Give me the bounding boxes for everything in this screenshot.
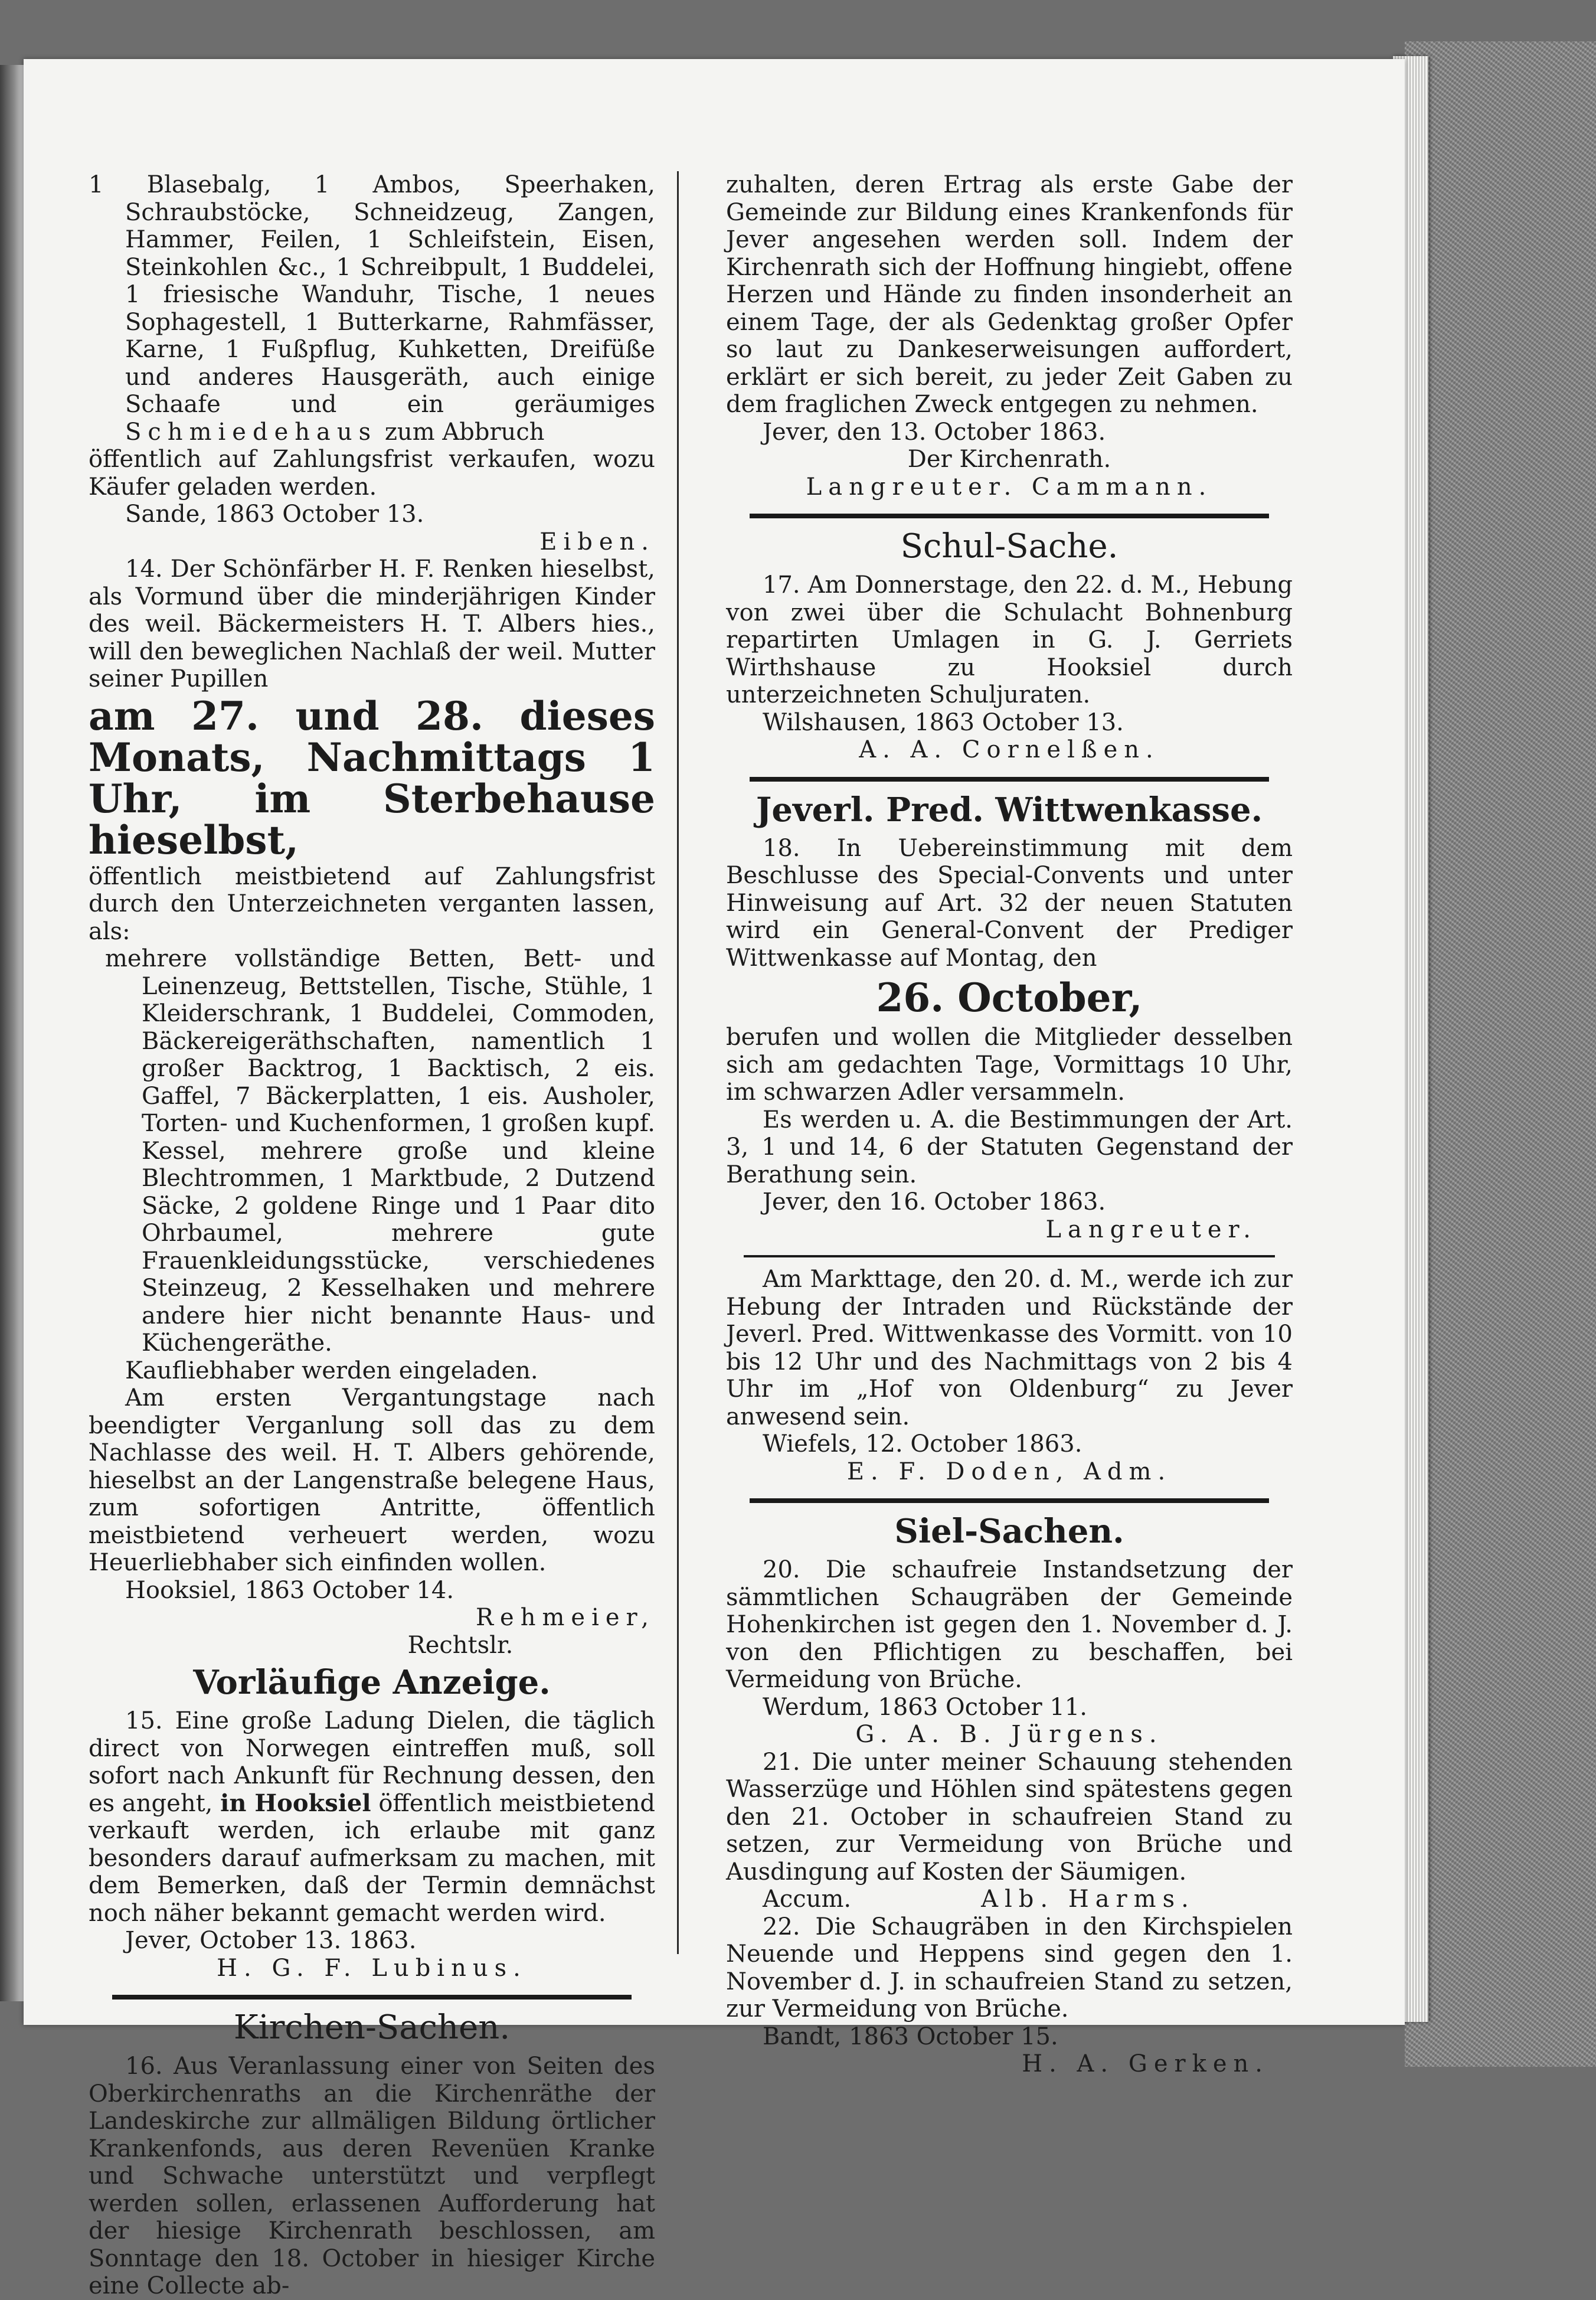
section-rule: [750, 514, 1269, 518]
notice-18-date-highlight: 26. October,: [876, 975, 1143, 1021]
date-jever-15: Jever, October 13. 1863.: [125, 1927, 417, 1954]
notice-14-house: Am ersten Vergantungstage nach beendigter Verganlung soll das zu dem Nachlasse des weil. H. T. Albers gehörende, hieselbst an der Langenstraße belegene Haus, zum sofortigen Antritte, öffentlich meistbietend verheuert werden, wozu Heuerliebhaber sich einfinden wollen.: [89, 1384, 655, 1576]
section-rule-thin: [744, 1255, 1275, 1257]
column-divider: [677, 171, 679, 1954]
notice-18-statutes: Es werden u. A. die Bestimmungen der Art. 3, 1 und 14, 6 der Statuten Gegenstand der Berathung sein.: [726, 1106, 1293, 1188]
signature-title: Rechtslr.: [407, 1631, 514, 1659]
signature-langreuter: Langreuter.: [1045, 1216, 1257, 1243]
signature-doden: E. F. Doden, Adm.: [846, 1458, 1172, 1485]
notice-22-text: 22. Die Schaugräben in den Kirchspielen Neuende und Heppens sind gegen den 1. November d. J. in schaufreien Stand zu setzen, zur Vermeidung von Brüche.: [726, 1913, 1293, 2023]
notice-18-body: berufen und wollen die Mitglieder desselben sich am gedachten Tage, Vormittags 10 Uhr, im schwarzen Adler versammeln.: [726, 1024, 1293, 1106]
signature-lubinus: H. G. F. Lubinus.: [217, 1954, 527, 1982]
date-jever-16: Jever, den 13. October 1863.: [763, 418, 1106, 446]
auction-inventory-text: 1 Blasebalg, 1 Ambos, Speerhaken, Schraubstöcke, Schneidzeug, Zangen, Hammer, Feilen, 1 Schleifstein, Eisen, Steinkohlen &c., 1 Schreibpult, 1 Buddelei, 1 friesische Wanduhr, Tische, 1 neues Sophagestell, 1 Butterkarne, Rahmfässer, Karne, 1 Fußpflug, Kuhketten, Dreifüße und anderes Hausgeräth, auch einige Schaafe und ein geräumiges Schmiedehaus zum Abbruch: [89, 171, 655, 446]
book-left-edge: [0, 65, 24, 2001]
signature-kirchenrath: Der Kirchenrath.: [907, 446, 1111, 473]
date-werdum: Werdum, 1863 October 11.: [763, 1693, 1087, 1721]
date-sande: Sande, 1863 October 13.: [125, 501, 424, 528]
signature-cornelssen: A. A. Cornelßen.: [859, 736, 1160, 763]
notice-15-text: 15. Eine große Ladung Dielen, die täglich direct von Norwegen eintreffen muß, soll sofort nach Ankunft für Rechnung dessen, den es angeht, in Hooksiel öffentlich meistbietend verkauft werden, ich erlaube mit ganz besonders darauf aufmerksam zu machen, mit dem Bemerken, daß der Termin demnächst noch näher bekannt gemacht werden wird.: [89, 1707, 656, 1927]
heading-pred-wittwenkasse: Jeverl. Pred. Wittwenkasse.: [756, 790, 1263, 829]
right-column: [726, 171, 1293, 2078]
date-hooksiel: Hooksiel, 1863 October 14.: [125, 1576, 454, 1604]
notice-21-text: 21. Die unter meiner Schauung stehenden Wasserzüge und Höhlen sind spätestens gegen den 21. October in schaufreien Stand zu setzen, zur Vermeidung von Brüche und Ausdingung auf Kosten der Säumigen.: [726, 1748, 1293, 1886]
heading-siel-sachen: Siel-Sachen.: [894, 1512, 1124, 1551]
left-column: [89, 171, 655, 2300]
notice-16-continued: zuhalten, deren Ertrag als erste Gabe der Gemeinde zur Bildung eines Krankenfonds für Jever angesehen werden soll. Indem der Kirchenrath sich der Hoffnung hingiebt, offene Herzen und Hände zu finden insonderheit an einem Tage, der als Gedenktag großer Opfer so laut zu Dankeserweisungen auffordert, erklärt er sich bereit, zu jeder Zeit Gaben zu dem fraglichen Zweck entgegen zu nehmen.: [726, 171, 1293, 418]
signature-gerken: H. A. Gerken.: [1022, 2050, 1269, 2077]
spaced-word: Schmiedehaus: [125, 418, 378, 446]
signature-juergens: G. A. B. Jürgens.: [855, 1721, 1163, 1748]
notice-14-invitation: Kaufliebhaber werden eingeladen.: [125, 1357, 538, 1384]
signature-harms: Alb. Harms.: [981, 1886, 1195, 1913]
notice-17-text: 17. Am Donnerstage, den 22. d. M., Hebung von zwei über die Schulacht Bohnenburg repartirten Umlagen in G. J. Gerriets Wirthshause zu Hooksiel durch unterzeichneten Schuljuraten.: [726, 571, 1293, 708]
auction-terms: öffentlich auf Zahlungsfrist verkaufen, wozu Käufer geladen werden.: [89, 446, 655, 501]
section-rule: [750, 1498, 1269, 1503]
section-rule: [112, 1995, 632, 2000]
notice-14-intro: 14. Der Schönfärber H. F. Renken hieselbst, als Vormund über die minderjährigen Kinder des weil. Bäckermeisters H. T. Albers hies., will den beweglichen Nachlaß der weil. Mutter seiner Pupillen: [89, 556, 655, 692]
section-rule: [750, 777, 1269, 782]
date-bandt: Bandt, 1863 October 15.: [763, 2023, 1058, 2050]
notice-14-date-highlight: am 27. und 28. dieses Monats, Nachmittags 1 Uhr, im Sterbehause hieselbst,: [89, 692, 655, 863]
notice-18-text: 18. In Uebereinstimmung mit dem Beschlusse des Special-Convents und unter Hinweisung auf Art. 32 der neuen Statuten wird ein General-Convent der Prediger Wittwenkasse auf Montag, den: [726, 834, 1293, 972]
bold-location: in Hooksiel: [220, 1789, 371, 1817]
heading-kirchen-sachen: Kirchen-Sachen.: [233, 2008, 511, 2047]
signature-eiben: Eiben.: [539, 528, 655, 556]
place-accum: Accum. Alb. Harms.: [763, 1886, 1195, 1913]
notice-20-text: 20. Die schaufreie Instandsetzung der sämmtlichen Schaugräben der Gemeinde Hohenkirchen ist gegen den 1. November d. J. von den Pflichtigen zu beschaffen, bei Vermeidung von Brüche.: [726, 1556, 1293, 1693]
signature-rehmeier: Rehmeier,: [475, 1604, 655, 1631]
notice-16-text: 16. Aus Veranlassung einer von Seiten des Oberkirchenraths an die Kirchenräthe der Landeskirche zur allmäligen Bildung örtlicher Krankenfonds, aus deren Revenüen Kranke und Schwache unterstützt und verpflegt werden sollen, erlassenen Aufforderung hat der hiesige Kirchenrath beschlossen, am Sonntage den 18. October in hiesiger Kirche eine Collecte ab-: [89, 2053, 655, 2299]
signature-langreuter-cammann: Langreuter. Cammann.: [806, 473, 1213, 501]
notice-14-body: öffentlich meistbietend auf Zahlungsfrist durch den Unterzeichneten verganten lassen, als:: [89, 862, 655, 945]
date-jever-18: Jever, den 16. October 1863.: [763, 1188, 1106, 1216]
book-cover: [1405, 41, 1596, 2067]
date-wiefels: Wiefels, 12. October 1863.: [763, 1430, 1082, 1458]
notice-markt-text: Am Markttage, den 20. d. M., werde ich zur Hebung der Intraden und Rückstände der Jeverl. Pred. Wittwenkasse des Vormitt. von 10 bis 12 Uhr und des Nachmittags von 2 bis 4 Uhr im „Hof von Oldenburg“ zu Jever anwesend sein.: [726, 1266, 1293, 1430]
heading-schul-sache: Schul-Sache.: [900, 527, 1118, 566]
date-wilshausen: Wilshausen, 1863 October 13.: [763, 708, 1124, 736]
heading-vorlaeufige-anzeige: Vorläufige Anzeige.: [193, 1663, 551, 1702]
newspaper-page: [24, 59, 1405, 2299]
notice-14-item-list: mehrere vollständige Betten, Bett- und Leinenzeug, Bettstellen, Tische, Stühle, 1 Kleiderschrank, 1 Buddelei, Commoden, Bäckereigeräthschaften, namentlich 1 großer Backtrog, 1 Backtisch, 2 eis. Gaffel, 7 Bäckerplatten, 1 eis. Ausholer, Torten- und Kuchenformen, 1 großen kupf. Kessel, mehrere große und kleine Blechtrommen, 1 Marktbude, 2 Dutzend Säcke, 2 goldene Ringe und 1 Paar dito Ohrbaumel, mehrere gute Frauenkleidungsstücke, verschiedenes Steinzeug, 2 Kesselhaken und mehrere andere hier nicht benannte Haus- und Küchengeräthe.: [105, 945, 655, 1357]
